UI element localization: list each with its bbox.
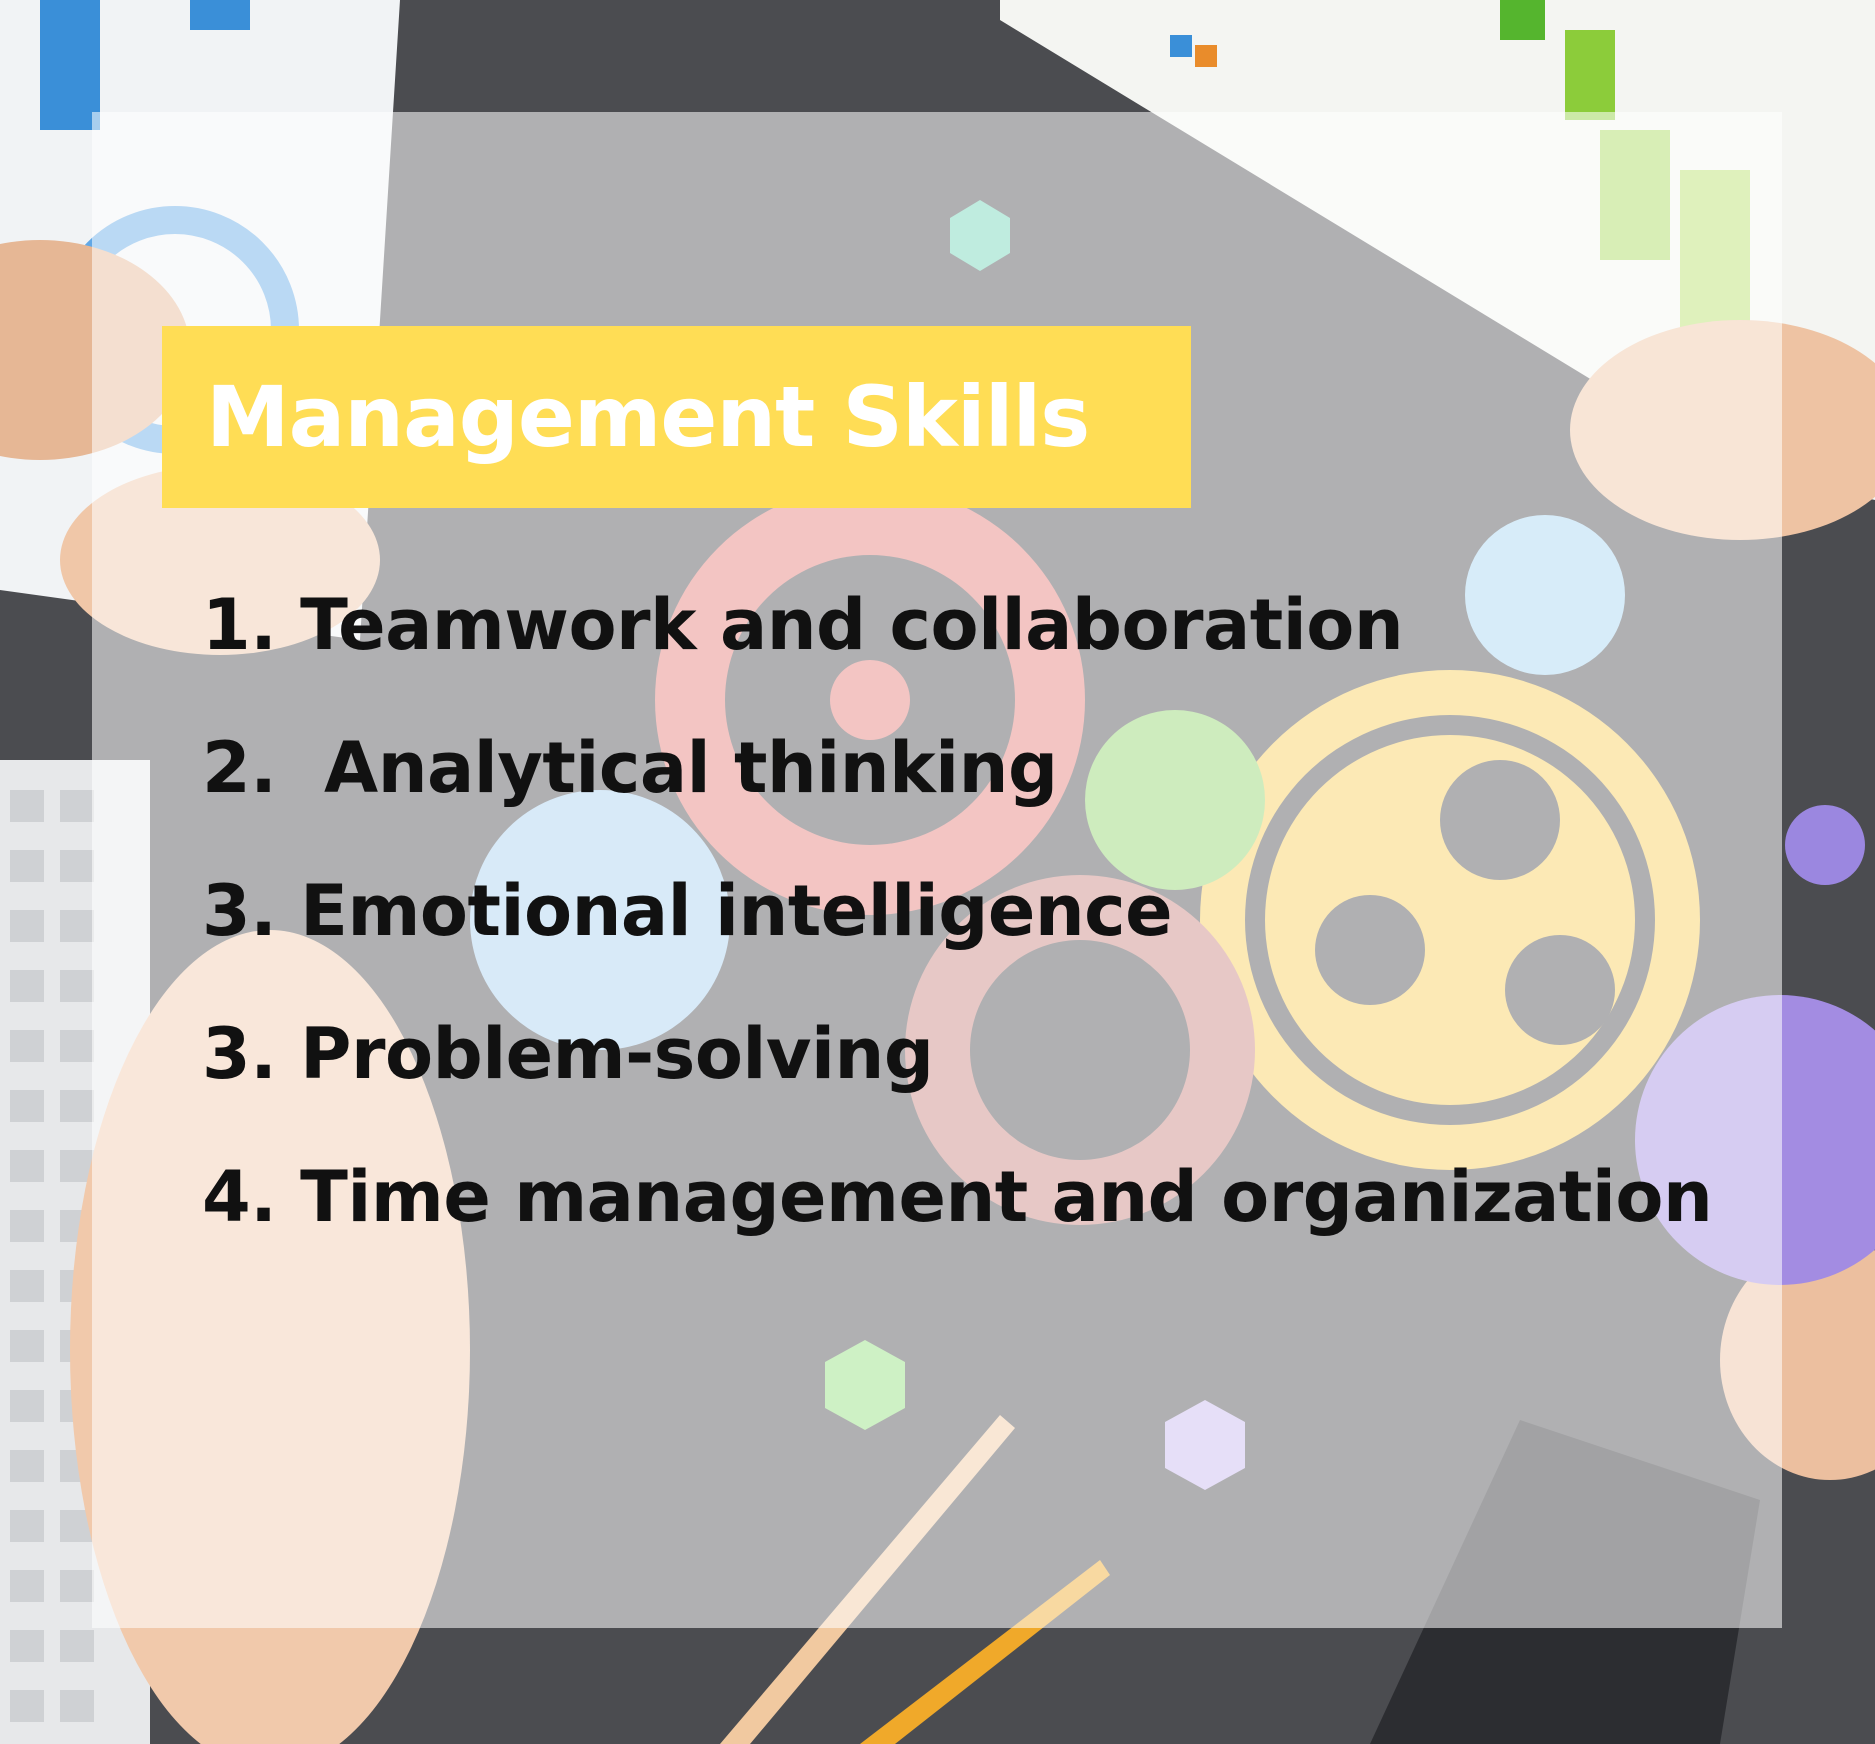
skill-item-3: 3. Emotional intelligence	[202, 870, 1173, 952]
skill-item-1: 1. Teamwork and collaboration	[202, 584, 1404, 666]
title-banner	[162, 326, 1191, 508]
page-title: Management Skills	[206, 368, 1090, 466]
skill-item-5: 4. Time management and organization	[202, 1156, 1713, 1238]
skill-item-2: 2. Analytical thinking	[202, 727, 1058, 809]
skill-item-4: 3. Problem-solving	[202, 1013, 934, 1095]
